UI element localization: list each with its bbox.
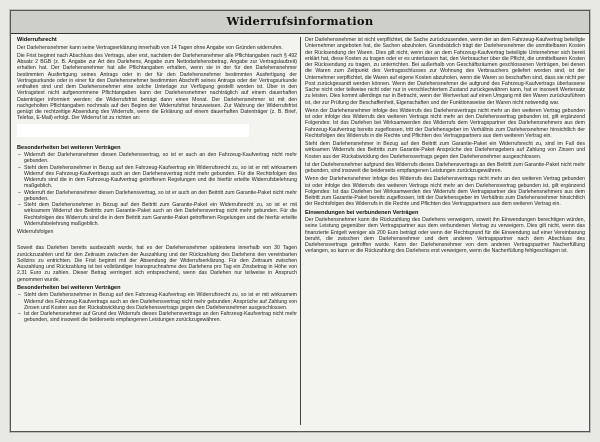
heading-besonderheiten: Besonderheiten bei weiteren Verträgen (17, 144, 121, 151)
paragraph: Der Darlehensnehmer kann die Rückzahlung des Darlehens verweigern, soweit ihn Einwendungen berechtigen würden, seine Leistung gegenüber dem Vertragspartner aus dem verbundenen Vertrag zu verweigern. Dies gilt nicht, wenn das finanzierte Entgelt weniger als 200 Euro beträgt oder wenn der Rechtsgrund für die Einwendung auf einer Vereinbarung beruht, die zwischen dem Darlehensnehmer und dem anderen Vertragspartner nach dem Abschluss des Darlehensvertrags getroffen wurde. Kann der Darlehensnehmer von dem anderen Vertragspartner Nacherfüllung verlangen, so kann er die Rückzahlung des Darlehens erst verweigern, wenn die Nacherfüllung fehlgeschlagen ist. (305, 217, 585, 255)
title-banner (11, 11, 589, 34)
list-item: – Widerruft der Darlehensnehmer diesen Darlehensvertrag, so ist er auch an den Fahrzeug-Kaufvertrag nicht mehr gebunden. (24, 152, 297, 165)
paragraph: Ist der Darlehensnehmer aufgrund des Widerrufs dieses Darlehensvertrags an den Beitritt zum Garantie-Paket nicht mehr gebunden, sind insoweit die beiderseits empfangenen Leistungen zurückzugewähren. (305, 161, 585, 174)
paragraph: Steht dem Darlehensnehmer in Bezug auf den Beitritt zum Garantie-Paket ein Widerrufsrecht zu, sind im Fall des wirksamen Widerrufs des Beitritts zum Garantie-Paket Ansprüche des Darlehensgebers auf Zahlung von Zinsen und Kosten aus der Rückabwicklung des Darlehensvertrags gegen den Darlehensnehmer ausgeschlossen. (305, 141, 585, 160)
bullet-list (17, 152, 297, 227)
paragraph: Soweit das Darlehen bereits ausbezahlt wurde, hat es der Darlehensnehmer spätestens innerhalb von 30 Tagen zurückzuzahlen und für den Zeitraum zwischen der Auszahlung und der Rückzahlung des Darlehens den vereinbarten Sollzins zu entrichten. Die Frist beginnt mit der Absendung der Widerrufserklärung. Für den Zeitraum zwischen Auszahlung und Rückzahlung ist bei vollständiger Inanspruchnahme des Darlehens pro Tag ein Zinsbetrag in Höhe von 2,31 Euro zu zahlen. Dieser Betrag verringert sich entsprechend, wenn das Darlehen nur teilweise in Anspruch genommen wurde. (17, 245, 297, 283)
list-item: – Ist der Darlehensnehmer auf Grund des Widerrufs dieses Darlehensvertrags an den Fahrzeug-Kaufvertrag nicht mehr gebunden, sind insoweit die beiderseits empfangenen Leistungen zurückzugewähren. (24, 311, 297, 324)
list-item: – Steht dem Darlehensnehmer in Bezug auf den Fahrzeug-Kaufvertrag ein Widerrufsrecht zu, so ist er mit wirksamem Widerruf des Fahrzeug-Kaufvertrags auch an den Darlehensvertrag nicht mehr gebunden; Ansprüche auf Zahlung von Zinsen und Kosten aus der Rückabwicklung des Darlehensvertrags gegen den Darlehensnehmer ausgeschlossen. (24, 292, 297, 311)
subheading-widerrufsfolgen: Widerrufsfolgen (17, 229, 54, 235)
heading-widerrufsrecht: Widerrufsrecht (17, 37, 57, 43)
document-page (10, 10, 590, 432)
document-title: Widerrufsinformation (226, 14, 374, 28)
right-column (305, 37, 585, 425)
redacted-address-box (17, 124, 249, 137)
paragraph: Die Frist beginnt nach Abschluss des Vertrags, aber erst, nachdem der Darlehensnehmer alle Pflichtangaben nach § 492 Absatz 2 BGB (z. B. Angabe zur Art des Darlehens, Angabe zum Nettodarlehensbetrag, Angabe zur Vertragslaufzeit) erhalten hat. Der Darlehensnehmer hat alle Pflichtangaben erhalten, wenn sie in der für den Darlehensnehmer bestimmten Ausfertigung seines Antrags oder in der für den Darlehensnehmer bestimmten Ausfertigung der Vertragsurkunde oder in einer für den Darlehensnehmer bestimmten Abschrift seines Antrags oder der Vertragsurkunde enthalten sind und dem Darlehensnehmer eine solche Unterlage zur Verfügung gestellt worden ist. Über in den Vertragstext nicht aufgenommene Pflichtangaben kann der Darlehensnehmer nachträglich auf einem dauerhaften Datenträger informiert werden; die Widerrufsfrist beträgt dann einen Monat. Der Darlehensnehmer ist mit den nachgeholten Pflichtangaben nochmals auf den Beginn der Widerrufsfrist hinzuweisen. Zur Wahrung der Widerrufsfrist genügt die rechtzeitige Absendung des Widerrufs, wenn die Erklärung auf einem dauerhaften Datenträger (z. B. Brief, Telefax, E-Mail) erfolgt. Der Widerruf ist zu richten an: (17, 52, 297, 122)
paragraph: Wenn der Darlehensnehmer infolge des Widerrufs des Darlehensvertrags nicht mehr an den weiteren Vertrag gebunden ist oder infolge des Widerrufs des weiteren Vertrags nicht mehr an den Darlehensvertrag gebunden ist, gilt ergänzend Folgendes: Ist das Darlehen bei Wirksamwerden des Widerrufs dem Vertragspartner des Darlehensnehmers aus dem Beitritt zum Garantie-Paket bereits zugeflossen, tritt der Darlehensgeber im Verhältnis zum Darlehensnehmer hinsichtlich der Rechtsfolgen des Widerrufs in die Rechte und Pflichten des Vertragspartners aus dem weiteren Vertrag ein. (305, 176, 585, 208)
paragraph: Der Darlehensnehmer kann seine Vertragserklärung innerhalb von 14 Tagen ohne Angabe von Gründen widerrufen. (17, 44, 283, 51)
heading-einwendungen: Einwendungen bei verbundenen Verträgen (305, 209, 419, 216)
paragraph: Der Darlehensnehmer ist nicht verpflichtet, die Sache zurückzusenden, wenn der an dem Fahrzeug-Kaufvertrag beteiligte Unternehmer angeboten hat, die Sachen abzuholen. Grundsätzlich trägt der Darlehensnehmer die unmittelbaren Kosten der Rücksendung der Waren. Dies gilt nicht, wenn der an dem Fahrzeug-Kaufvertrag beteiligte Unternehmer sich bereit erklärt hat, diese Kosten zu tragen oder er es unterlassen hat, den Verbraucher über die Pflicht, die unmittelbaren Kosten der Rücksendung zu tragen, zu unterrichten. Bei außerhalb von Geschäftsräumen geschlossenen Verträgen, bei denen die Waren zum Zeitpunkt des Vertragsschlusses zur Wohnung des Verbrauchers geliefert worden sind, ist der Unternehmer verpflichtet, die Waren auf eigene Kosten abzuholen, wenn die Waren so beschaffen sind, dass sie nicht per Post zurückgesandt werden können. Wenn der Darlehensnehmer die aufgrund des Fahrzeug-Kaufvertrags überlassene Sache nicht oder teilweise nicht oder nur in verschlechtertem Zustand zurückgewähren kann, hat er insoweit Wertersatz zu leisten. Dies kommt allerdings nur in Betracht, wenn der Wertverlust auf einen Umgang mit den Waren zurückzuführen ist, der zur Prüfung der Beschaffenheit, Eigenschaften und der Funktionsweise der Waren nicht notwendig war. (305, 37, 585, 106)
paragraph: Wenn der Darlehensnehmer infolge des Widerrufs des Darlehensvertrags nicht mehr an den weiteren Vertrag gebunden ist oder infolge des Widerrufs des weiteren Vertrags nicht mehr an den Darlehensvertrag gebunden ist, gilt ergänzend Folgendes: Ist das Darlehen bei Wirksamwerden des Widerrufs dem Vertragspartner des Darlehensnehmers aus dem Fahrzeug-Kaufvertrag bereits zugeflossen, tritt der Darlehensgeber im Verhältnis zum Darlehensnehmer hinsichtlich der Rechtsfolgen des Widerrufs in die Rechte und Pflichten des Vertragspartners aus dem weiteren Vertrag ein. (305, 107, 585, 139)
heading-besonderheiten-2: Besonderheiten bei weiteren Verträgen (17, 284, 121, 291)
list-item: – Widerruft der Darlehensnehmer diesen Darlehensvertrag, so ist er auch an den Beitritt zum Garantie-Paket nicht mehr gebunden. (24, 190, 297, 203)
list-item: – Steht dem Darlehensnehmer in Bezug auf den Fahrzeug-Kaufvertrag ein Widerrufsrecht zu, so ist er mit wirksamem Widerruf des Fahrzeug-Kaufvertrags auch an den Darlehensvertrag nicht mehr gebunden. Für die Rechtsfolgen des Widerrufs sind die in dem Fahrzeug-Kaufvertrag getroffenen Regelungen und die hierfür erteilte Widerrufsbelehrung maßgeblich. (24, 165, 297, 190)
list-item: – Steht dem Darlehensnehmer in Bezug auf den Beitritt zum Garantie-Paket ein Widerrufsrecht zu, so ist er mit wirksamem Widerruf des Beitritts zum Garantie-Paket auch an den Darlehensvertrag nicht mehr gebunden. Für die Rechtsfolgen des Widerrufs sind die in dem Beitritt zum Garantie-Paket getroffenen Regelungen und die hierfür erteilte Widerrufsbelehrung maßgeblich. (24, 202, 297, 227)
column-divider (300, 37, 301, 425)
left-column (17, 37, 297, 425)
bullet-list (17, 292, 297, 323)
